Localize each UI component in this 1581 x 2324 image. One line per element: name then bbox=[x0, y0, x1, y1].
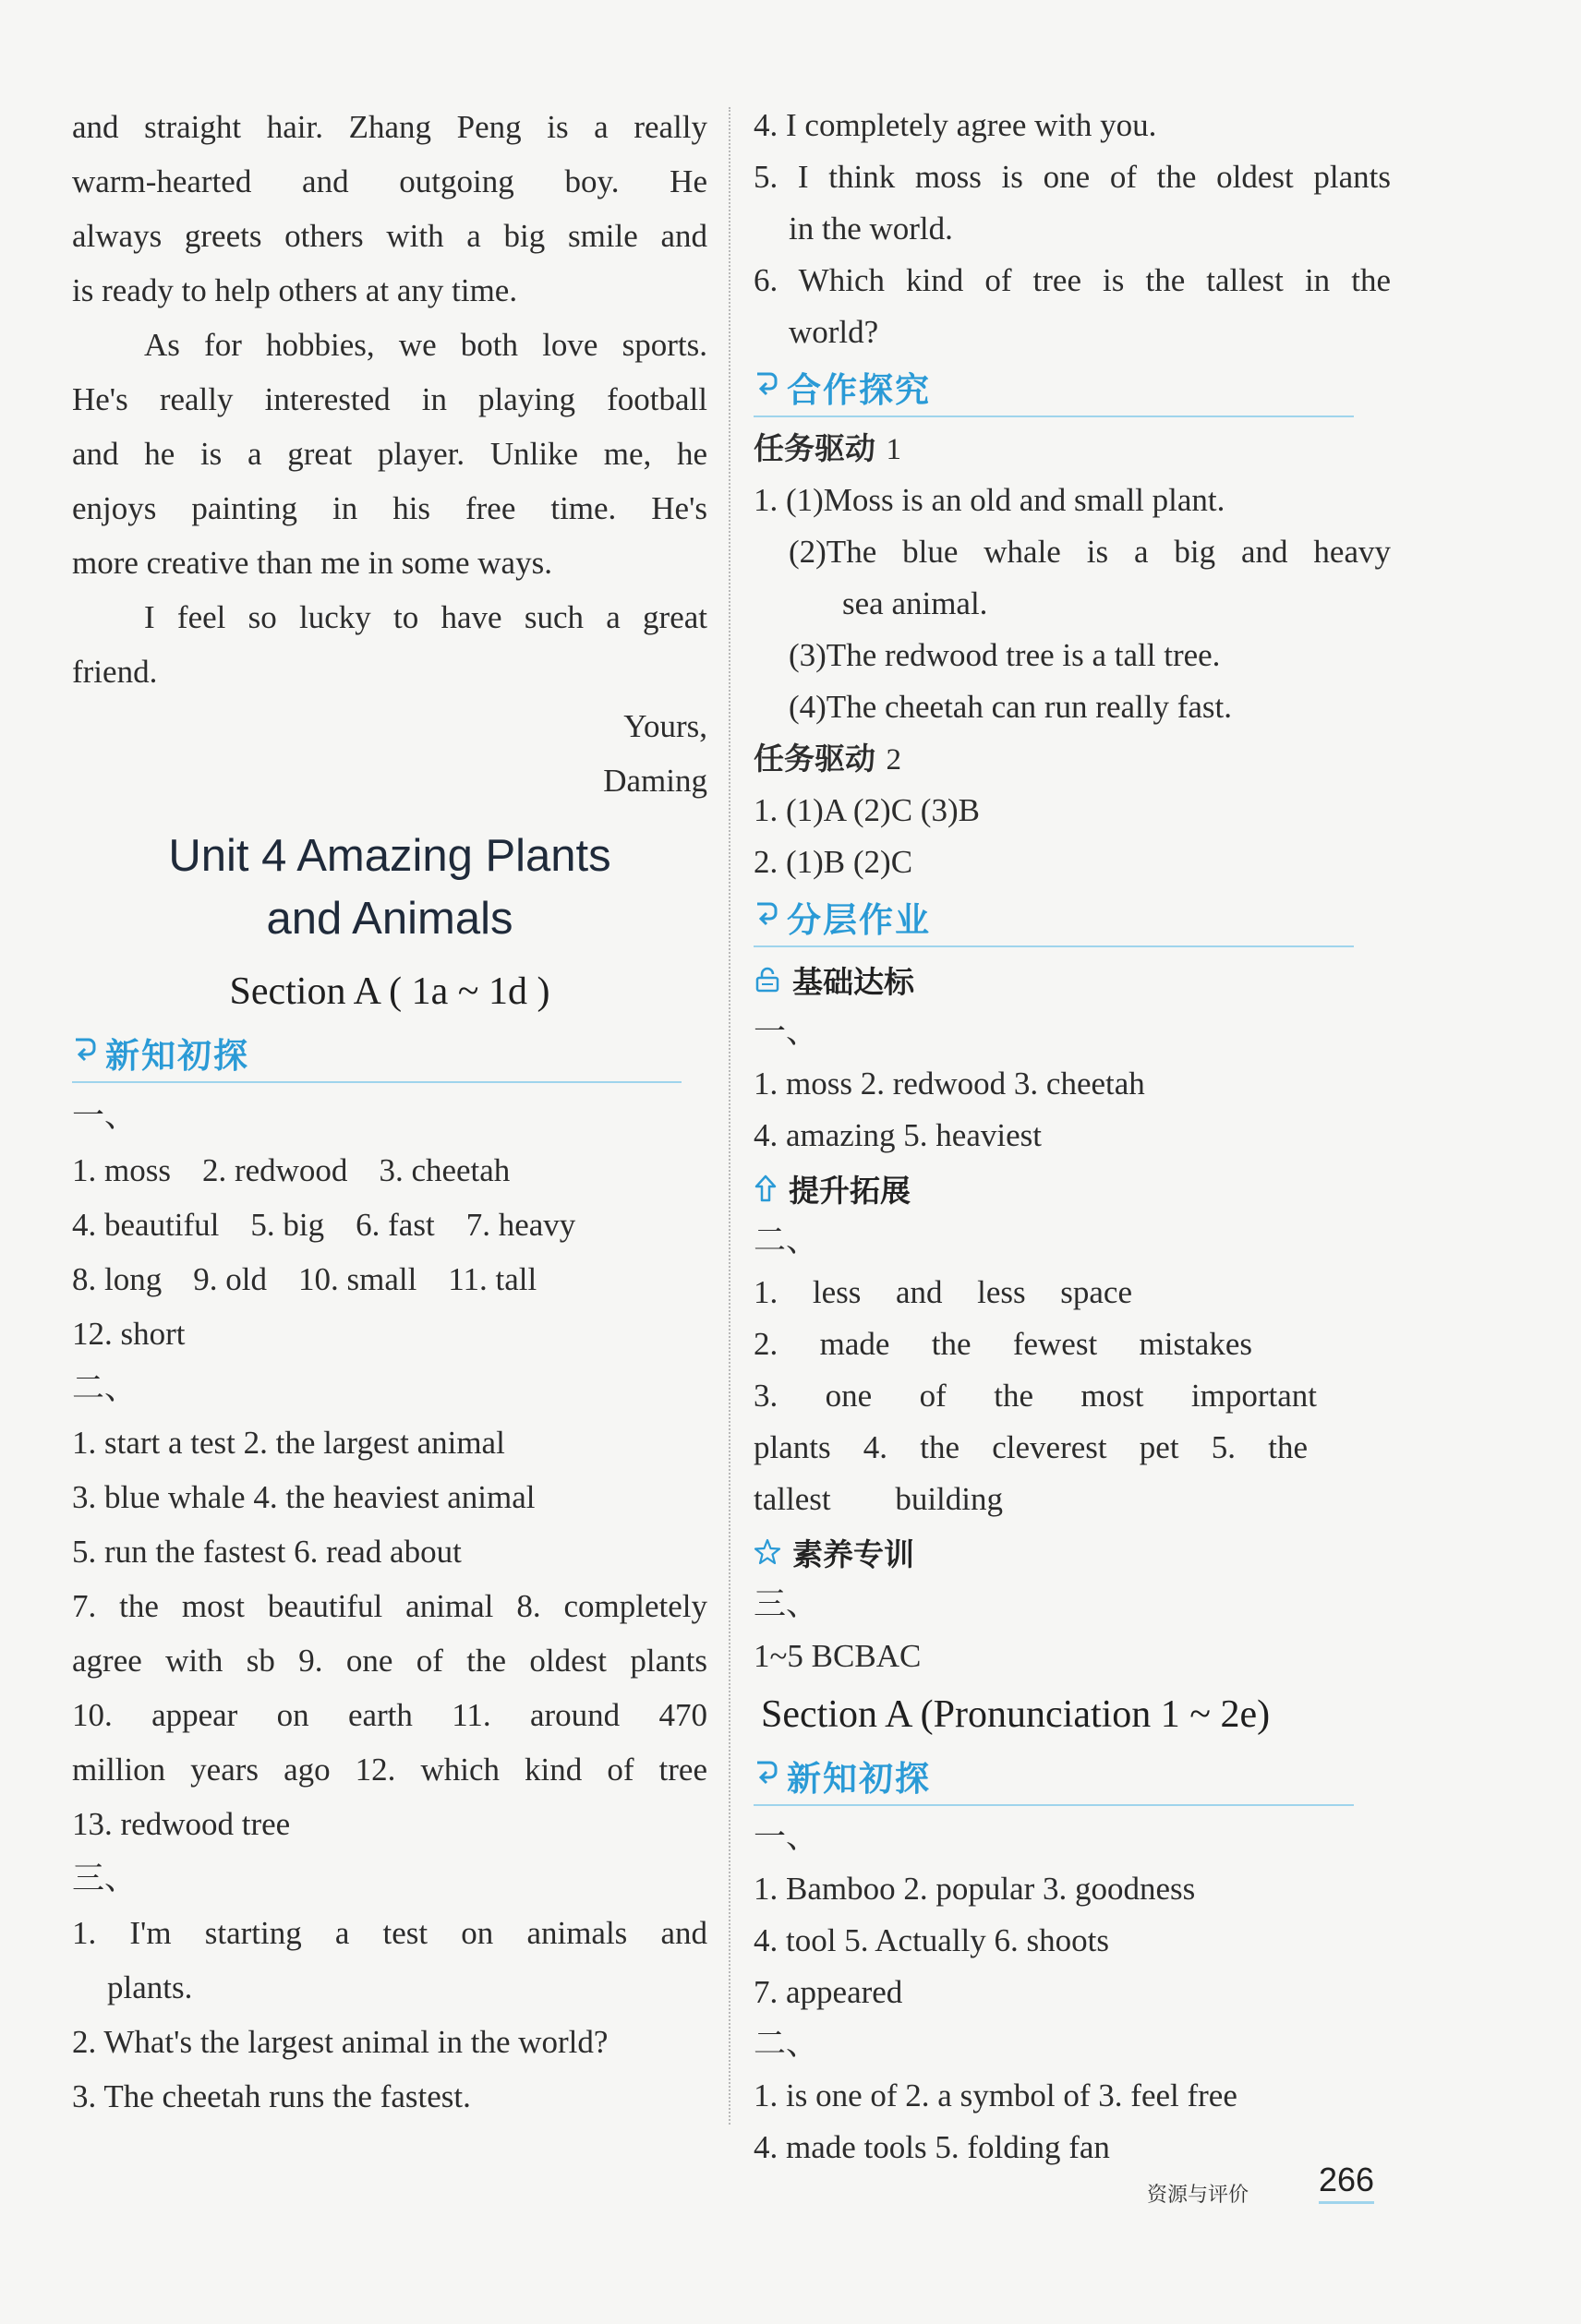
answer-line: 1. (1)Moss is an old and small plant. bbox=[754, 482, 1225, 518]
letter-line: always greets others with a big smile and bbox=[72, 218, 707, 254]
answer-line: 2. What's the largest animal in the world? bbox=[72, 2024, 609, 2060]
answer-line: agree with sb 9. one of the oldest plants bbox=[72, 1643, 707, 1679]
letter-line: is ready to help others at any time. bbox=[72, 272, 518, 308]
answer-line: sea animal. bbox=[842, 585, 988, 621]
part-mark: 一、 bbox=[754, 1819, 819, 1855]
right-column bbox=[754, 100, 1391, 2173]
answer-line: 1. is one of 2. a symbol of 3. feel free bbox=[754, 2077, 1237, 2113]
answer-line: (2)The blue whale is a big and heavy bbox=[789, 534, 1391, 570]
hook-icon bbox=[72, 1036, 98, 1069]
answer-line: 4. I completely agree with you. bbox=[754, 107, 1157, 143]
letter-line: and straight hair. Zhang Peng is a really bbox=[72, 109, 707, 145]
unit-title: Unit 4 Amazing Plants bbox=[168, 831, 611, 881]
answer-line: 10. appear on earth 11. around 470 bbox=[72, 1697, 707, 1733]
section-heading-hezuo: 合作探究 bbox=[754, 358, 1354, 417]
column-divider bbox=[729, 107, 730, 2125]
answer-line: 5. run the fastest 6. read about bbox=[72, 1534, 462, 1570]
answer-line: 5. I think moss is one of the oldest plants bbox=[754, 159, 1391, 195]
up-arrow-icon bbox=[754, 1174, 778, 1203]
part-mark: 二、 bbox=[72, 1370, 138, 1406]
hook-icon bbox=[754, 900, 779, 933]
letter-line: As for hobbies, we both love sports. bbox=[144, 327, 707, 363]
answer-line: 4. amazing 5. heaviest bbox=[754, 1117, 1042, 1153]
part-mark: 一、 bbox=[72, 1098, 138, 1134]
section-heading-fenceng: 分层作业 bbox=[754, 888, 1354, 947]
star-icon bbox=[754, 1538, 781, 1566]
answer-line: 8. long 9. old 10. small 11. tall bbox=[72, 1261, 537, 1297]
answer-line: 1. moss 2. redwood 3. cheetah bbox=[72, 1152, 511, 1188]
part-mark: 三、 bbox=[754, 1586, 819, 1622]
answer-line: 12. short bbox=[72, 1316, 186, 1352]
answer-line: 7. the most beautiful animal 8. completely bbox=[72, 1588, 707, 1624]
answer-line: 1~5 BCBAC bbox=[754, 1638, 922, 1674]
task-label: 任务驱动 1 bbox=[754, 430, 901, 466]
part-mark: 一、 bbox=[754, 1014, 819, 1050]
answer-line: 4. made tools 5. folding fan bbox=[754, 2129, 1110, 2165]
subheading-tisheng: 提升拓展 bbox=[754, 1162, 1391, 1215]
letter-line: enjoys painting in his free time. He's bbox=[72, 490, 707, 526]
left-column bbox=[72, 100, 707, 2124]
letter-signature: Daming bbox=[603, 763, 707, 799]
page-number: 266 bbox=[1319, 2161, 1374, 2204]
part-mark: 三、 bbox=[72, 1860, 138, 1897]
answer-line: 4. beautiful 5. big 6. fast 7. heavy bbox=[72, 1207, 576, 1243]
answer-line: 6. Which kind of tree is the tallest in the bbox=[754, 262, 1391, 298]
subheading-jichu: 基础达标 bbox=[754, 953, 1391, 1006]
task-label: 任务驱动 2 bbox=[754, 741, 901, 777]
answer-line: plants 4. the cleverest pet 5. the bbox=[754, 1429, 1308, 1465]
answer-line: 13. redwood tree bbox=[72, 1806, 291, 1842]
hook-icon bbox=[754, 370, 779, 403]
part-mark: 二、 bbox=[754, 2026, 819, 2062]
section-heading-xinzhi: 新知初探 bbox=[72, 1024, 682, 1083]
answer-line: 2. (1)B (2)C bbox=[754, 844, 913, 880]
answer-line: 3. one of the most important bbox=[754, 1378, 1317, 1414]
letter-line: friend. bbox=[72, 654, 158, 690]
part-mark: 二、 bbox=[754, 1222, 819, 1258]
answer-line: 1. (1)A (2)C (3)B bbox=[754, 792, 980, 828]
section-heading-xinzhi: 新知初探 bbox=[754, 1747, 1354, 1806]
answer-line: world? bbox=[789, 314, 879, 350]
letter-line: more creative than me in some ways. bbox=[72, 545, 552, 581]
answer-line: 4. tool 5. Actually 6. shoots bbox=[754, 1922, 1109, 1958]
letter-closing: Yours, bbox=[623, 708, 707, 744]
lock-icon bbox=[754, 966, 781, 993]
answer-line: 1. moss 2. redwood 3. cheetah bbox=[754, 1066, 1145, 1102]
letter-line: warm-hearted and outgoing boy. He bbox=[72, 163, 707, 199]
unit-title: and Animals bbox=[266, 894, 513, 944]
answer-line: in the world. bbox=[789, 211, 953, 247]
letter-line: I feel so lucky to have such a great bbox=[144, 599, 707, 635]
answer-line: 1. Bamboo 2. popular 3. goodness bbox=[754, 1871, 1196, 1907]
letter-line: and he is a great player. Unlike me, he bbox=[72, 436, 707, 472]
answer-line: 7. appeared bbox=[754, 1974, 903, 2010]
hook-icon bbox=[754, 1759, 779, 1792]
answer-line: 1. less and less space bbox=[754, 1274, 1132, 1310]
answer-line: plants. bbox=[107, 1969, 193, 2005]
answer-line: million years ago 12. which kind of tree bbox=[72, 1752, 707, 1788]
section-title: Section A (Pronunciation 1 ~ 2e) bbox=[761, 1693, 1271, 1736]
answer-line: (4)The cheetah can run really fast. bbox=[789, 689, 1233, 725]
answer-line: 1. I'm starting a test on animals and bbox=[72, 1915, 707, 1951]
subheading-suyang: 素养专训 bbox=[754, 1525, 1391, 1579]
answer-line: tallest building bbox=[754, 1481, 1003, 1517]
answer-line: (3)The redwood tree is a tall tree. bbox=[789, 637, 1221, 673]
letter-line: He's really interested in playing football bbox=[72, 381, 707, 417]
answer-line: 3. blue whale 4. the heaviest animal bbox=[72, 1479, 536, 1515]
section-title: Section A ( 1a ~ 1d ) bbox=[229, 970, 550, 1013]
answer-line: 2. made the fewest mistakes bbox=[754, 1326, 1252, 1362]
answer-line: 3. The cheetah runs the fastest. bbox=[72, 2078, 471, 2114]
answer-line: 1. start a test 2. the largest animal bbox=[72, 1425, 505, 1461]
footer-label: 资源与评价 bbox=[1147, 2184, 1249, 2207]
